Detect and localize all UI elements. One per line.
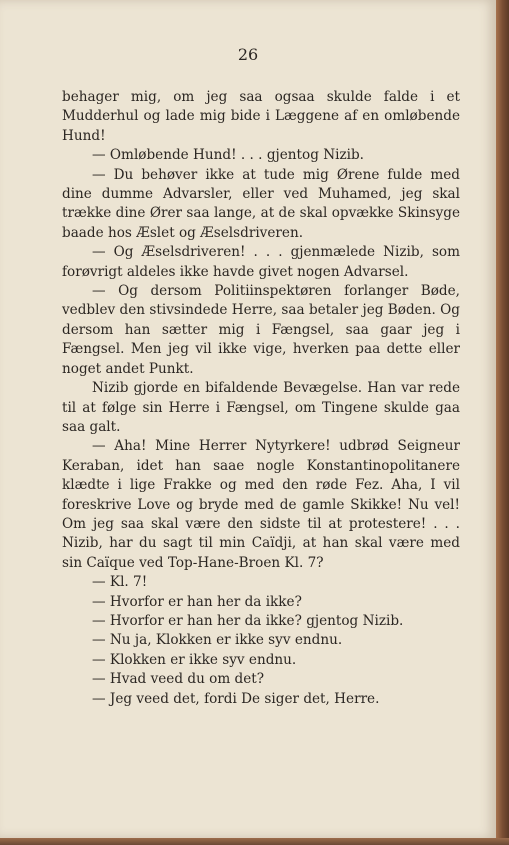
page-number: 26 <box>237 45 259 64</box>
paragraph: — Klokken er ikke syv endnu. <box>92 651 297 668</box>
book-edge <box>496 0 509 845</box>
paragraph: — Hvorfor er han her da ikke? gjentog Nizib. <box>92 612 404 629</box>
paragraph: — Nu ja, Klokken er ikke syv endnu. <box>92 632 343 649</box>
paragraph: Nizib gjorde en bifaldende Bevægelse. Han var rede til at følge sin Herre i Fængsel, om Tingene skulde gaa saa galt. <box>62 380 460 435</box>
paragraph: — Du behøver ikke at tude mig Ørene fulde med dine dumme Advarsler, eller ved Muhamed, jeg skal trække dine Ører saa lange, at de skal opvække Skinsyge baade hos Æslet og Æselsdriveren. <box>62 166 460 241</box>
book-bottom-edge <box>0 838 509 845</box>
paragraph: — Omløbende Hund! . . . gjentog Nizib. <box>92 147 364 164</box>
paragraph: — Og dersom Politiinspektøren forlanger Bøde, vedblev den stivsindede Herre, saa betaler jeg Bøden. Og dersom han sætter mig i Fængsel, saa gaar jeg i Fængsel. Men jeg vil ikke vige, hverken paa dette eller noget andet Punkt. <box>62 283 460 377</box>
body-text <box>62 88 460 709</box>
paragraph: — Jeg veed det, fordi De siger det, Herre. <box>92 690 380 707</box>
paragraph: — Og Æselsdriveren! . . . gjenmælede Nizib, som forøvrigt aldeles ikke havde givet nogen Advarsel. <box>62 244 460 280</box>
paragraph: — Aha! Mine Herrer Nytyrkere! udbrød Seigneur Keraban, idet han saae nogle Konstantinopolitanere klædte i lige Frakke og med den røde Fez. Aha, I vil foreskrive Love og bryde med de gamle Skikke! Nu vel! Om jeg saa skal være den sidste til at protestere! . . . Nizib, har du sagt til min Caïdji, at han skal være med sin Caïque ved Top-Hane-Broen Kl. 7? <box>62 438 460 571</box>
paragraph: — Hvorfor er han her da ikke? <box>92 593 302 610</box>
paragraph: — Hvad veed du om det? <box>92 671 265 688</box>
paragraph: — Kl. 7! <box>92 574 148 591</box>
paragraph: behager mig, om jeg saa ogsaa skulde falde i et Mudderhul og lade mig bide i Læggene af en omløbende Hund! <box>62 89 460 144</box>
